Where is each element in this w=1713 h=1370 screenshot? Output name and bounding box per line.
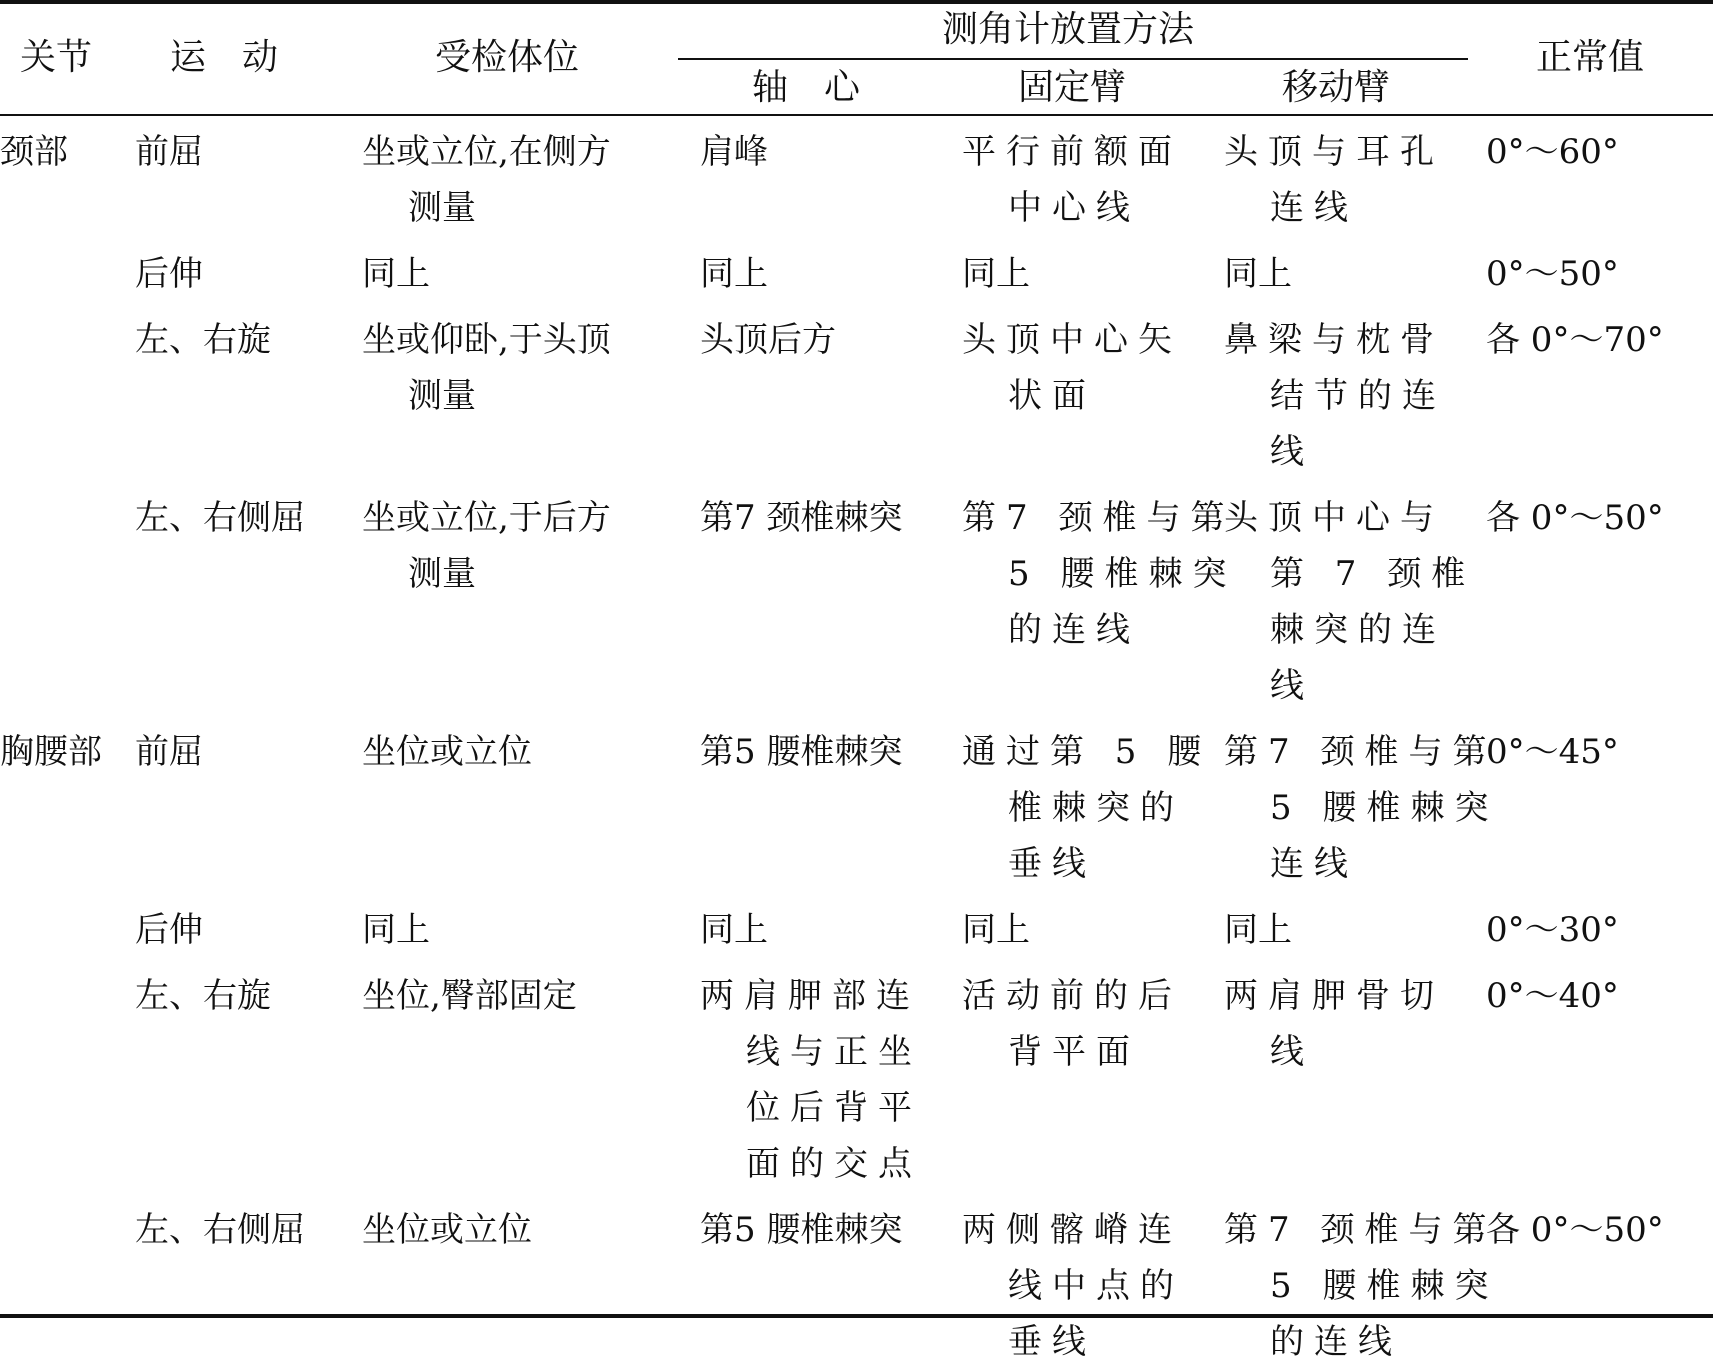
group-header-rule (678, 58, 1468, 60)
header-joint: 关节 (20, 37, 93, 78)
cell-axis (700, 1202, 902, 1258)
cell-normal: 0°～45° (1486, 732, 1619, 772)
cell-line: 两肩胛骨切 (1224, 976, 1444, 1016)
header-axis: 轴 心 (752, 67, 861, 108)
cell-line: 第7 颈椎与第 (962, 498, 1235, 538)
cell-line: 同上 (362, 254, 430, 294)
cell-axis (700, 312, 836, 368)
cell-line: 同上 (962, 910, 1030, 950)
cell-line: 头顶与耳孔 (1224, 132, 1444, 172)
cell-line: 同上 (1224, 254, 1292, 294)
header-normal-value: 正常值 (1536, 37, 1645, 78)
cell-position (362, 724, 532, 780)
cell-position (362, 902, 430, 958)
cell-moving (1224, 490, 1475, 714)
cell-joint: 颈部 (0, 132, 68, 172)
cell-moving (1224, 124, 1444, 236)
cell-line: 头顶后方 (700, 320, 836, 360)
cell-line: 5 腰椎棘突 (1008, 554, 1237, 594)
cell-moving (1224, 724, 1498, 892)
cell-motion: 后伸 (135, 254, 203, 294)
cell-line: 鼻梁与枕骨 (1224, 320, 1444, 360)
cell-motion: 左、右旋 (135, 976, 271, 1016)
cell-normal: 0°～60° (1486, 132, 1619, 172)
cell-line: 同上 (700, 254, 768, 294)
cell-line: 线 (1270, 1032, 1314, 1072)
cell-normal: 各 0°～50° (1486, 1210, 1664, 1250)
cell-axis (700, 724, 902, 780)
cell-position (362, 1202, 532, 1258)
cell-line: 第5 腰椎棘突 (700, 1210, 903, 1250)
cell-line: 测量 (408, 554, 476, 594)
cell-line: 的连线 (1270, 1322, 1402, 1362)
cell-joint: 胸腰部 (0, 732, 102, 772)
cell-line: 同上 (962, 254, 1030, 294)
cell-normal: 各 0°～50° (1486, 498, 1664, 538)
cell-position (362, 312, 611, 424)
cell-moving (1224, 902, 1292, 958)
header-position: 受检体位 (435, 37, 580, 78)
cell-line: 第5 腰椎棘突 (700, 732, 903, 772)
cell-line: 中心线 (1008, 188, 1140, 228)
cell-line: 坐位,臀部固定 (362, 976, 577, 1016)
cell-moving (1224, 312, 1446, 480)
cell-line: 棘突的连 (1270, 610, 1446, 650)
cell-normal: 0°～30° (1486, 910, 1619, 950)
cell-line: 线 (1270, 432, 1314, 472)
cell-position (362, 124, 611, 236)
cell-line: 垂线 (1008, 1322, 1096, 1362)
cell-line: 同上 (700, 910, 768, 950)
cell-fixed (962, 1202, 1184, 1370)
cell-fixed (962, 312, 1182, 424)
cell-line: 第 7 颈椎 (1270, 554, 1476, 594)
cell-axis (700, 124, 768, 180)
cell-axis (700, 246, 768, 302)
cell-line: 第7 颈椎棘突 (700, 498, 903, 538)
cell-line: 结节的连 (1270, 376, 1446, 416)
cell-line: 坐或立位,在侧方 (362, 132, 611, 172)
header-moving-arm: 移动臂 (1282, 67, 1391, 108)
cell-line: 活动前的后 (962, 976, 1182, 1016)
cell-line: 肩峰 (700, 132, 768, 172)
cell-motion: 前屈 (135, 732, 203, 772)
cell-line: 面的交点 (746, 1144, 922, 1184)
cell-line: 测量 (408, 376, 476, 416)
cell-motion: 左、右侧屈 (135, 1210, 305, 1250)
cell-line: 平行前额面 (962, 132, 1182, 172)
cell-line: 坐位或立位 (362, 1210, 532, 1250)
header-rule (0, 114, 1713, 116)
cell-moving (1224, 968, 1444, 1080)
cell-normal: 各 0°～70° (1486, 320, 1664, 360)
cell-motion: 左、右旋 (135, 320, 271, 360)
cell-line: 坐或仰卧,于头顶 (362, 320, 611, 360)
cell-line: 坐或立位,于后方 (362, 498, 611, 538)
cell-moving (1224, 1202, 1498, 1370)
cell-line: 两侧髂嵴连 (962, 1210, 1182, 1250)
top-rule (0, 0, 1713, 4)
cell-position (362, 968, 577, 1024)
cell-motion: 前屈 (135, 132, 203, 172)
cell-position (362, 490, 611, 602)
cell-line: 垂线 (1008, 844, 1096, 884)
cell-fixed (962, 246, 1030, 302)
cell-line: 的连线 (1008, 610, 1140, 650)
cell-line: 第7 颈椎与第 (1224, 732, 1497, 772)
cell-normal: 0°～50° (1486, 254, 1619, 294)
cell-line: 5 腰椎棘突 (1270, 788, 1499, 828)
cell-line: 头顶中心与 (1224, 498, 1444, 538)
cell-axis (700, 968, 922, 1192)
cell-fixed (962, 902, 1030, 958)
cell-fixed (962, 124, 1182, 236)
cell-normal: 0°～40° (1486, 976, 1619, 1016)
cell-line: 线中点的 (1008, 1266, 1184, 1306)
cell-axis (700, 902, 768, 958)
cell-line: 连线 (1270, 188, 1358, 228)
cell-line: 头顶中心矢 (962, 320, 1182, 360)
cell-line: 线与正坐 (746, 1032, 922, 1072)
cell-line: 5 腰椎棘突 (1270, 1266, 1499, 1306)
cell-fixed (962, 490, 1236, 658)
cell-line: 同上 (1224, 910, 1292, 950)
cell-line: 通过第 5 腰 (962, 732, 1212, 772)
cell-line: 线 (1270, 666, 1314, 706)
cell-line: 背平面 (1008, 1032, 1140, 1072)
cell-line: 椎棘突的 (1008, 788, 1184, 828)
header-fixed-arm: 固定臂 (1018, 67, 1127, 108)
cell-line: 测量 (408, 188, 476, 228)
header-goniometer-method: 测角计放置方法 (942, 9, 1195, 50)
cell-line: 同上 (362, 910, 430, 950)
cell-axis (700, 490, 902, 546)
cell-line: 坐位或立位 (362, 732, 532, 772)
cell-fixed (962, 724, 1211, 892)
cell-fixed (962, 968, 1182, 1080)
cell-line: 位后背平 (746, 1088, 922, 1128)
cell-position (362, 246, 430, 302)
cell-moving (1224, 246, 1292, 302)
header-motion: 运 动 (170, 37, 279, 78)
cell-line: 两肩胛部连 (700, 976, 920, 1016)
cell-motion: 左、右侧屈 (135, 498, 305, 538)
cell-line: 第7 颈椎与第 (1224, 1210, 1497, 1250)
cell-line: 连线 (1270, 844, 1358, 884)
cell-motion: 后伸 (135, 910, 203, 950)
cell-line: 状面 (1008, 376, 1096, 416)
